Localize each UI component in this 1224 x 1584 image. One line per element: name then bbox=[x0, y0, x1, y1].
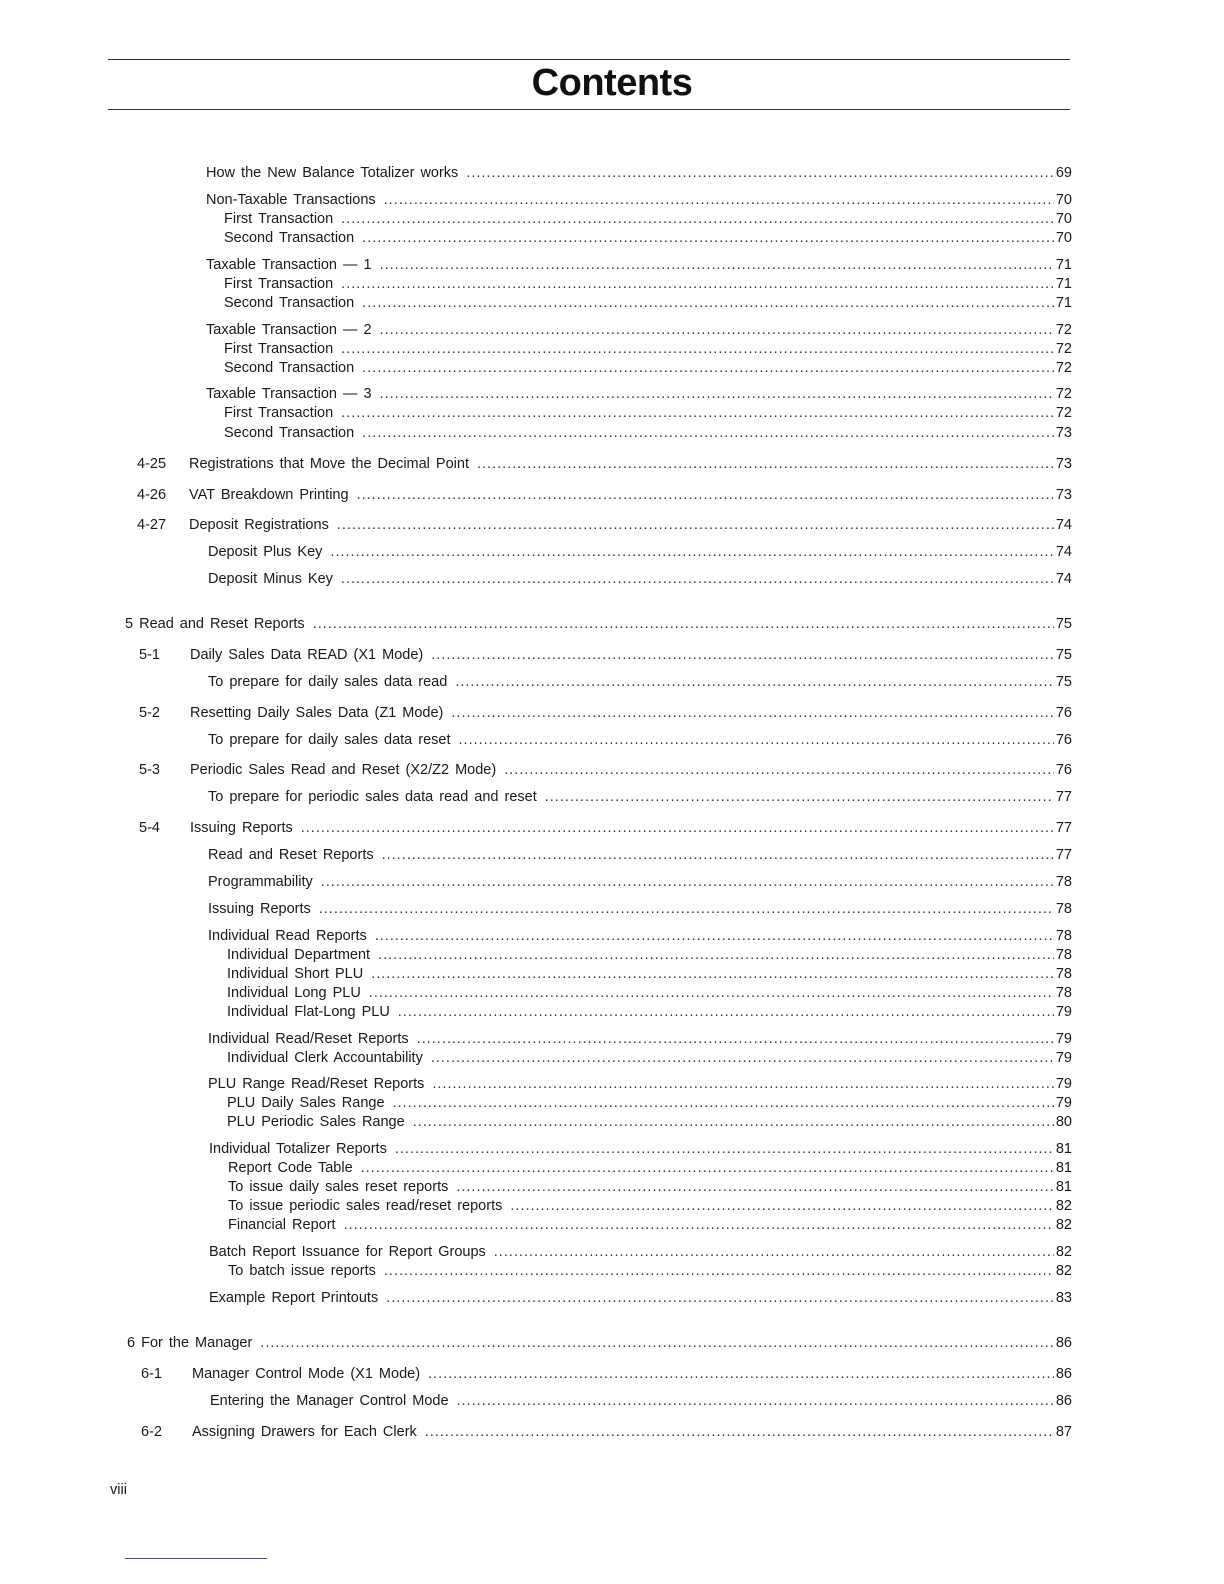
toc-entry-page: 72 bbox=[1055, 405, 1072, 421]
dot-leader bbox=[504, 761, 1054, 779]
dot-leader bbox=[341, 275, 1054, 293]
toc-entry-page: 78 bbox=[1055, 947, 1072, 963]
toc-entry-label: Report Code Table bbox=[228, 1160, 353, 1176]
toc-entry[interactable] bbox=[208, 788, 1072, 806]
toc-entry-page: 83 bbox=[1055, 1290, 1072, 1306]
dot-leader bbox=[431, 646, 1054, 664]
dot-leader bbox=[357, 486, 1054, 504]
toc-entry[interactable] bbox=[208, 900, 1072, 918]
toc-entry-label: First Transaction bbox=[224, 405, 334, 421]
toc-entry[interactable] bbox=[208, 846, 1072, 864]
dot-leader bbox=[456, 1178, 1054, 1196]
toc-entry-label: Entering the Manager Control Mode bbox=[210, 1393, 449, 1409]
dot-leader bbox=[361, 1159, 1054, 1177]
toc-entry-page: 73 bbox=[1055, 425, 1072, 441]
toc-entry-label: Periodic Sales Read and Reset (X2/Z2 Mode) bbox=[190, 762, 497, 778]
toc-entry-label: To prepare for daily sales data reset bbox=[208, 732, 451, 748]
section-number: 6-2 bbox=[141, 1424, 162, 1440]
toc-entry[interactable] bbox=[227, 984, 1072, 1002]
toc-entry-page: 70 bbox=[1055, 211, 1072, 227]
dot-leader bbox=[341, 404, 1054, 422]
toc-entry-page: 86 bbox=[1055, 1335, 1072, 1351]
section-number: 6-1 bbox=[141, 1366, 162, 1382]
dot-leader bbox=[382, 846, 1054, 864]
toc-entry-page: 74 bbox=[1055, 517, 1072, 533]
dot-leader bbox=[375, 927, 1054, 945]
dot-leader bbox=[510, 1197, 1054, 1215]
toc-entry[interactable] bbox=[224, 340, 1072, 358]
toc-entry-label: To prepare for periodic sales data read and reset bbox=[208, 789, 537, 805]
toc-entry-page: 80 bbox=[1055, 1114, 1072, 1130]
dot-leader bbox=[330, 543, 1053, 561]
toc-entry[interactable] bbox=[208, 1075, 1072, 1093]
toc-entry-page: 77 bbox=[1055, 789, 1072, 805]
toc-entry-label: Programmability bbox=[208, 874, 313, 890]
toc-entry[interactable] bbox=[190, 646, 1072, 664]
toc-entry-page: 75 bbox=[1055, 616, 1072, 632]
toc-entry-page: 75 bbox=[1055, 674, 1072, 690]
dot-leader bbox=[384, 191, 1054, 209]
toc-entry[interactable] bbox=[224, 424, 1072, 442]
toc-chapter[interactable] bbox=[125, 615, 1072, 633]
toc-entry[interactable] bbox=[208, 731, 1072, 749]
toc-entry-label: Individual Read Reports bbox=[208, 928, 367, 944]
dot-leader bbox=[466, 164, 1054, 182]
toc-entry-label: How the New Balance Totalizer works bbox=[206, 165, 459, 181]
dot-leader bbox=[344, 1216, 1054, 1234]
toc-entry-label: PLU Periodic Sales Range bbox=[227, 1114, 405, 1130]
dot-leader bbox=[451, 704, 1053, 722]
toc-entry-page: 81 bbox=[1055, 1179, 1072, 1195]
toc-entry-page: 87 bbox=[1055, 1424, 1072, 1440]
toc-entry[interactable] bbox=[228, 1159, 1072, 1177]
toc-entry-page: 75 bbox=[1055, 647, 1072, 663]
toc-entry-label: Individual Short PLU bbox=[227, 966, 364, 982]
toc-entry-page: 79 bbox=[1055, 1031, 1072, 1047]
toc-entry-page: 71 bbox=[1055, 257, 1072, 273]
toc-entry[interactable] bbox=[189, 516, 1072, 534]
dot-leader bbox=[319, 900, 1054, 918]
dot-leader bbox=[341, 570, 1054, 588]
toc-entry[interactable] bbox=[206, 385, 1072, 403]
toc-entry[interactable] bbox=[208, 873, 1072, 891]
title-underline-rule bbox=[108, 109, 1070, 110]
toc-entry[interactable] bbox=[227, 1113, 1072, 1131]
section-number: 4-25 bbox=[137, 456, 167, 472]
dot-leader bbox=[477, 455, 1054, 473]
toc-entry[interactable] bbox=[206, 321, 1072, 339]
toc-entry[interactable] bbox=[227, 1094, 1072, 1112]
dot-leader bbox=[378, 946, 1054, 964]
toc-chapter[interactable] bbox=[127, 1334, 1072, 1352]
toc-entry-label: Read and Reset Reports bbox=[208, 847, 374, 863]
toc-entry-page: 76 bbox=[1055, 705, 1072, 721]
dot-leader bbox=[431, 1049, 1054, 1067]
toc-entry[interactable] bbox=[224, 359, 1072, 377]
dot-leader bbox=[362, 359, 1054, 377]
toc-entry-label: Individual Read/Reset Reports bbox=[208, 1031, 409, 1047]
toc-entry[interactable] bbox=[190, 819, 1072, 837]
toc-entry-label: Individual Clerk Accountability bbox=[227, 1050, 423, 1066]
toc-entry-page: 86 bbox=[1055, 1393, 1072, 1409]
dot-leader bbox=[395, 1140, 1054, 1158]
page-number: viii bbox=[110, 1482, 127, 1498]
toc-entry[interactable] bbox=[190, 704, 1072, 722]
dot-leader bbox=[380, 321, 1054, 339]
toc-entry-label: Financial Report bbox=[228, 1217, 336, 1233]
section-number: 5-1 bbox=[139, 647, 160, 663]
toc-entry-page: 78 bbox=[1055, 966, 1072, 982]
toc-entry[interactable] bbox=[206, 256, 1072, 274]
dot-leader bbox=[425, 1423, 1054, 1441]
toc-entry-label: Issuing Reports bbox=[190, 820, 293, 836]
toc-entry-page: 86 bbox=[1055, 1366, 1072, 1382]
dot-leader bbox=[455, 673, 1054, 691]
dot-leader bbox=[380, 256, 1054, 274]
top-rule bbox=[108, 59, 1070, 60]
toc-entry-page: 74 bbox=[1055, 544, 1072, 560]
toc-entry-page: 72 bbox=[1055, 322, 1072, 338]
dot-leader bbox=[393, 1094, 1054, 1112]
toc-entry-page: 72 bbox=[1055, 386, 1072, 402]
toc-entry-label: Example Report Printouts bbox=[209, 1290, 379, 1306]
dot-leader bbox=[260, 1334, 1054, 1352]
toc-entry[interactable] bbox=[190, 761, 1072, 779]
dot-leader bbox=[380, 385, 1054, 403]
toc-entry[interactable] bbox=[227, 1049, 1072, 1067]
toc-entry[interactable] bbox=[224, 275, 1072, 293]
dot-leader bbox=[457, 1392, 1054, 1410]
toc-entry-label: Non-Taxable Transactions bbox=[206, 192, 376, 208]
toc-entry-page: 79 bbox=[1055, 1004, 1072, 1020]
dot-leader bbox=[545, 788, 1054, 806]
toc-entry[interactable] bbox=[224, 229, 1072, 247]
dot-leader bbox=[321, 873, 1054, 891]
toc-entry-page: 73 bbox=[1055, 456, 1072, 472]
dot-leader bbox=[413, 1113, 1054, 1131]
toc-entry-page: 72 bbox=[1055, 360, 1072, 376]
toc-entry-label: Taxable Transaction — 3 bbox=[206, 386, 372, 402]
dot-leader bbox=[428, 1365, 1054, 1383]
toc-entry[interactable] bbox=[228, 1216, 1072, 1234]
toc-entry-label: Individual Long PLU bbox=[227, 985, 361, 1001]
toc-entry-page: 69 bbox=[1055, 165, 1072, 181]
section-number: 4-27 bbox=[137, 517, 167, 533]
toc-entry[interactable] bbox=[189, 455, 1072, 473]
dot-leader bbox=[398, 1003, 1054, 1021]
toc-entry-page: 79 bbox=[1055, 1050, 1072, 1066]
dot-leader bbox=[362, 229, 1054, 247]
toc-entry[interactable] bbox=[192, 1423, 1072, 1441]
toc-entry-label: Second Transaction bbox=[224, 425, 355, 441]
toc-entry-page: 78 bbox=[1055, 928, 1072, 944]
dot-leader bbox=[371, 965, 1054, 983]
toc-entry[interactable] bbox=[208, 543, 1072, 561]
toc-entry-label: Deposit Minus Key bbox=[208, 571, 333, 587]
dot-leader bbox=[362, 294, 1054, 312]
toc-entry-label: Registrations that Move the Decimal Point bbox=[189, 456, 469, 472]
toc-entry-label: Individual Totalizer Reports bbox=[209, 1141, 387, 1157]
dot-leader bbox=[341, 210, 1054, 228]
dot-leader bbox=[369, 984, 1054, 1002]
dot-leader bbox=[386, 1289, 1054, 1307]
toc-entry[interactable] bbox=[227, 946, 1072, 964]
toc-entry-label: Deposit Registrations bbox=[189, 517, 329, 533]
toc-entry-page: 79 bbox=[1055, 1076, 1072, 1092]
toc-entry-page: 79 bbox=[1055, 1095, 1072, 1111]
dot-leader bbox=[432, 1075, 1053, 1093]
toc-entry[interactable] bbox=[189, 486, 1072, 504]
toc-entry[interactable] bbox=[208, 570, 1072, 588]
dot-leader bbox=[313, 615, 1054, 633]
toc-entry-label: Second Transaction bbox=[224, 295, 355, 311]
toc-entry-label: VAT Breakdown Printing bbox=[189, 487, 349, 503]
toc-entry[interactable] bbox=[227, 1003, 1072, 1021]
section-number: 5-3 bbox=[139, 762, 160, 778]
toc-entry-label: Second Transaction bbox=[224, 360, 355, 376]
dot-leader bbox=[341, 340, 1054, 358]
toc-entry-label: Second Transaction bbox=[224, 230, 355, 246]
toc-entry[interactable] bbox=[208, 673, 1072, 691]
toc-entry[interactable] bbox=[208, 1030, 1072, 1048]
toc-entry-page: 70 bbox=[1055, 230, 1072, 246]
toc-entry-label: PLU Daily Sales Range bbox=[227, 1095, 385, 1111]
toc-entry-page: 71 bbox=[1055, 276, 1072, 292]
toc-entry-page: 82 bbox=[1055, 1244, 1072, 1260]
toc-entry-page: 82 bbox=[1055, 1217, 1072, 1233]
toc-entry-page: 76 bbox=[1055, 732, 1072, 748]
toc-entry[interactable] bbox=[209, 1140, 1072, 1158]
toc-entry[interactable] bbox=[208, 927, 1072, 945]
toc-entry[interactable] bbox=[206, 191, 1072, 209]
toc-entry-page: 71 bbox=[1055, 295, 1072, 311]
section-number: 5-2 bbox=[139, 705, 160, 721]
toc-entry-label: First Transaction bbox=[224, 276, 334, 292]
dot-leader bbox=[494, 1243, 1054, 1261]
toc-entry-page: 78 bbox=[1055, 874, 1072, 890]
toc-entry[interactable] bbox=[206, 164, 1072, 182]
toc-entry[interactable] bbox=[209, 1289, 1072, 1307]
toc-entry-label: Manager Control Mode (X1 Mode) bbox=[192, 1366, 421, 1382]
dot-leader bbox=[337, 516, 1054, 534]
dot-leader bbox=[459, 731, 1054, 749]
toc-entry-page: 76 bbox=[1055, 762, 1072, 778]
dot-leader bbox=[301, 819, 1054, 837]
toc-entry-label: Daily Sales Data READ (X1 Mode) bbox=[190, 647, 424, 663]
toc-entry-label: Taxable Transaction — 2 bbox=[206, 322, 372, 338]
toc-entry-label: Resetting Daily Sales Data (Z1 Mode) bbox=[190, 705, 444, 721]
toc-entry-label: Taxable Transaction — 1 bbox=[206, 257, 372, 273]
dot-leader bbox=[417, 1030, 1054, 1048]
toc-entry-label: To prepare for daily sales data read bbox=[208, 674, 448, 690]
toc-entry[interactable] bbox=[209, 1243, 1072, 1261]
toc-entry-page: 82 bbox=[1055, 1198, 1072, 1214]
toc-entry-label: Individual Flat-Long PLU bbox=[227, 1004, 390, 1020]
toc-entry-page: 72 bbox=[1055, 341, 1072, 357]
toc-entry-label: Individual Department bbox=[227, 947, 371, 963]
toc-entry[interactable] bbox=[227, 965, 1072, 983]
dot-leader bbox=[384, 1262, 1054, 1280]
section-number: 5-4 bbox=[139, 820, 160, 836]
toc-entry-page: 73 bbox=[1055, 487, 1072, 503]
toc-entry-label: Issuing Reports bbox=[208, 901, 311, 917]
toc-entry[interactable] bbox=[224, 404, 1072, 422]
toc-entry-label: Deposit Plus Key bbox=[208, 544, 323, 560]
toc-entry-page: 70 bbox=[1055, 192, 1072, 208]
toc-entry-page: 82 bbox=[1055, 1263, 1072, 1279]
bottom-rule bbox=[125, 1558, 267, 1559]
toc-entry[interactable] bbox=[224, 294, 1072, 312]
toc-entry-page: 77 bbox=[1055, 820, 1072, 836]
toc-entry-page: 78 bbox=[1055, 985, 1072, 1001]
dot-leader bbox=[362, 424, 1054, 442]
toc-entry-label: 5 Read and Reset Reports bbox=[125, 616, 305, 632]
section-number: 4-26 bbox=[137, 487, 167, 503]
toc-entry-label: To issue periodic sales read/reset reports bbox=[228, 1198, 503, 1214]
toc-entry[interactable] bbox=[210, 1392, 1072, 1410]
toc-entry[interactable] bbox=[228, 1262, 1072, 1280]
toc-entry-label: Batch Report Issuance for Report Groups bbox=[209, 1244, 486, 1260]
toc-entry-label: To batch issue reports bbox=[228, 1263, 376, 1279]
toc-entry[interactable] bbox=[228, 1178, 1072, 1196]
toc-entry-label: To issue daily sales reset reports bbox=[228, 1179, 449, 1195]
toc-entry-page: 77 bbox=[1055, 847, 1072, 863]
toc-entry-label: First Transaction bbox=[224, 211, 334, 227]
toc-entry[interactable] bbox=[192, 1365, 1072, 1383]
toc-entry-page: 78 bbox=[1055, 901, 1072, 917]
toc-entry[interactable] bbox=[224, 210, 1072, 228]
toc-entry-label: 6 For the Manager bbox=[127, 1335, 253, 1351]
toc-entry-label: Assigning Drawers for Each Clerk bbox=[192, 1424, 417, 1440]
toc-entry-page: 81 bbox=[1055, 1141, 1072, 1157]
toc-entry-label: PLU Range Read/Reset Reports bbox=[208, 1076, 425, 1092]
toc-entry[interactable] bbox=[228, 1197, 1072, 1215]
page-title: Contents bbox=[531, 62, 693, 104]
toc-entry-page: 74 bbox=[1055, 571, 1072, 587]
toc-entry-label: First Transaction bbox=[224, 341, 334, 357]
toc-entry-page: 81 bbox=[1055, 1160, 1072, 1176]
